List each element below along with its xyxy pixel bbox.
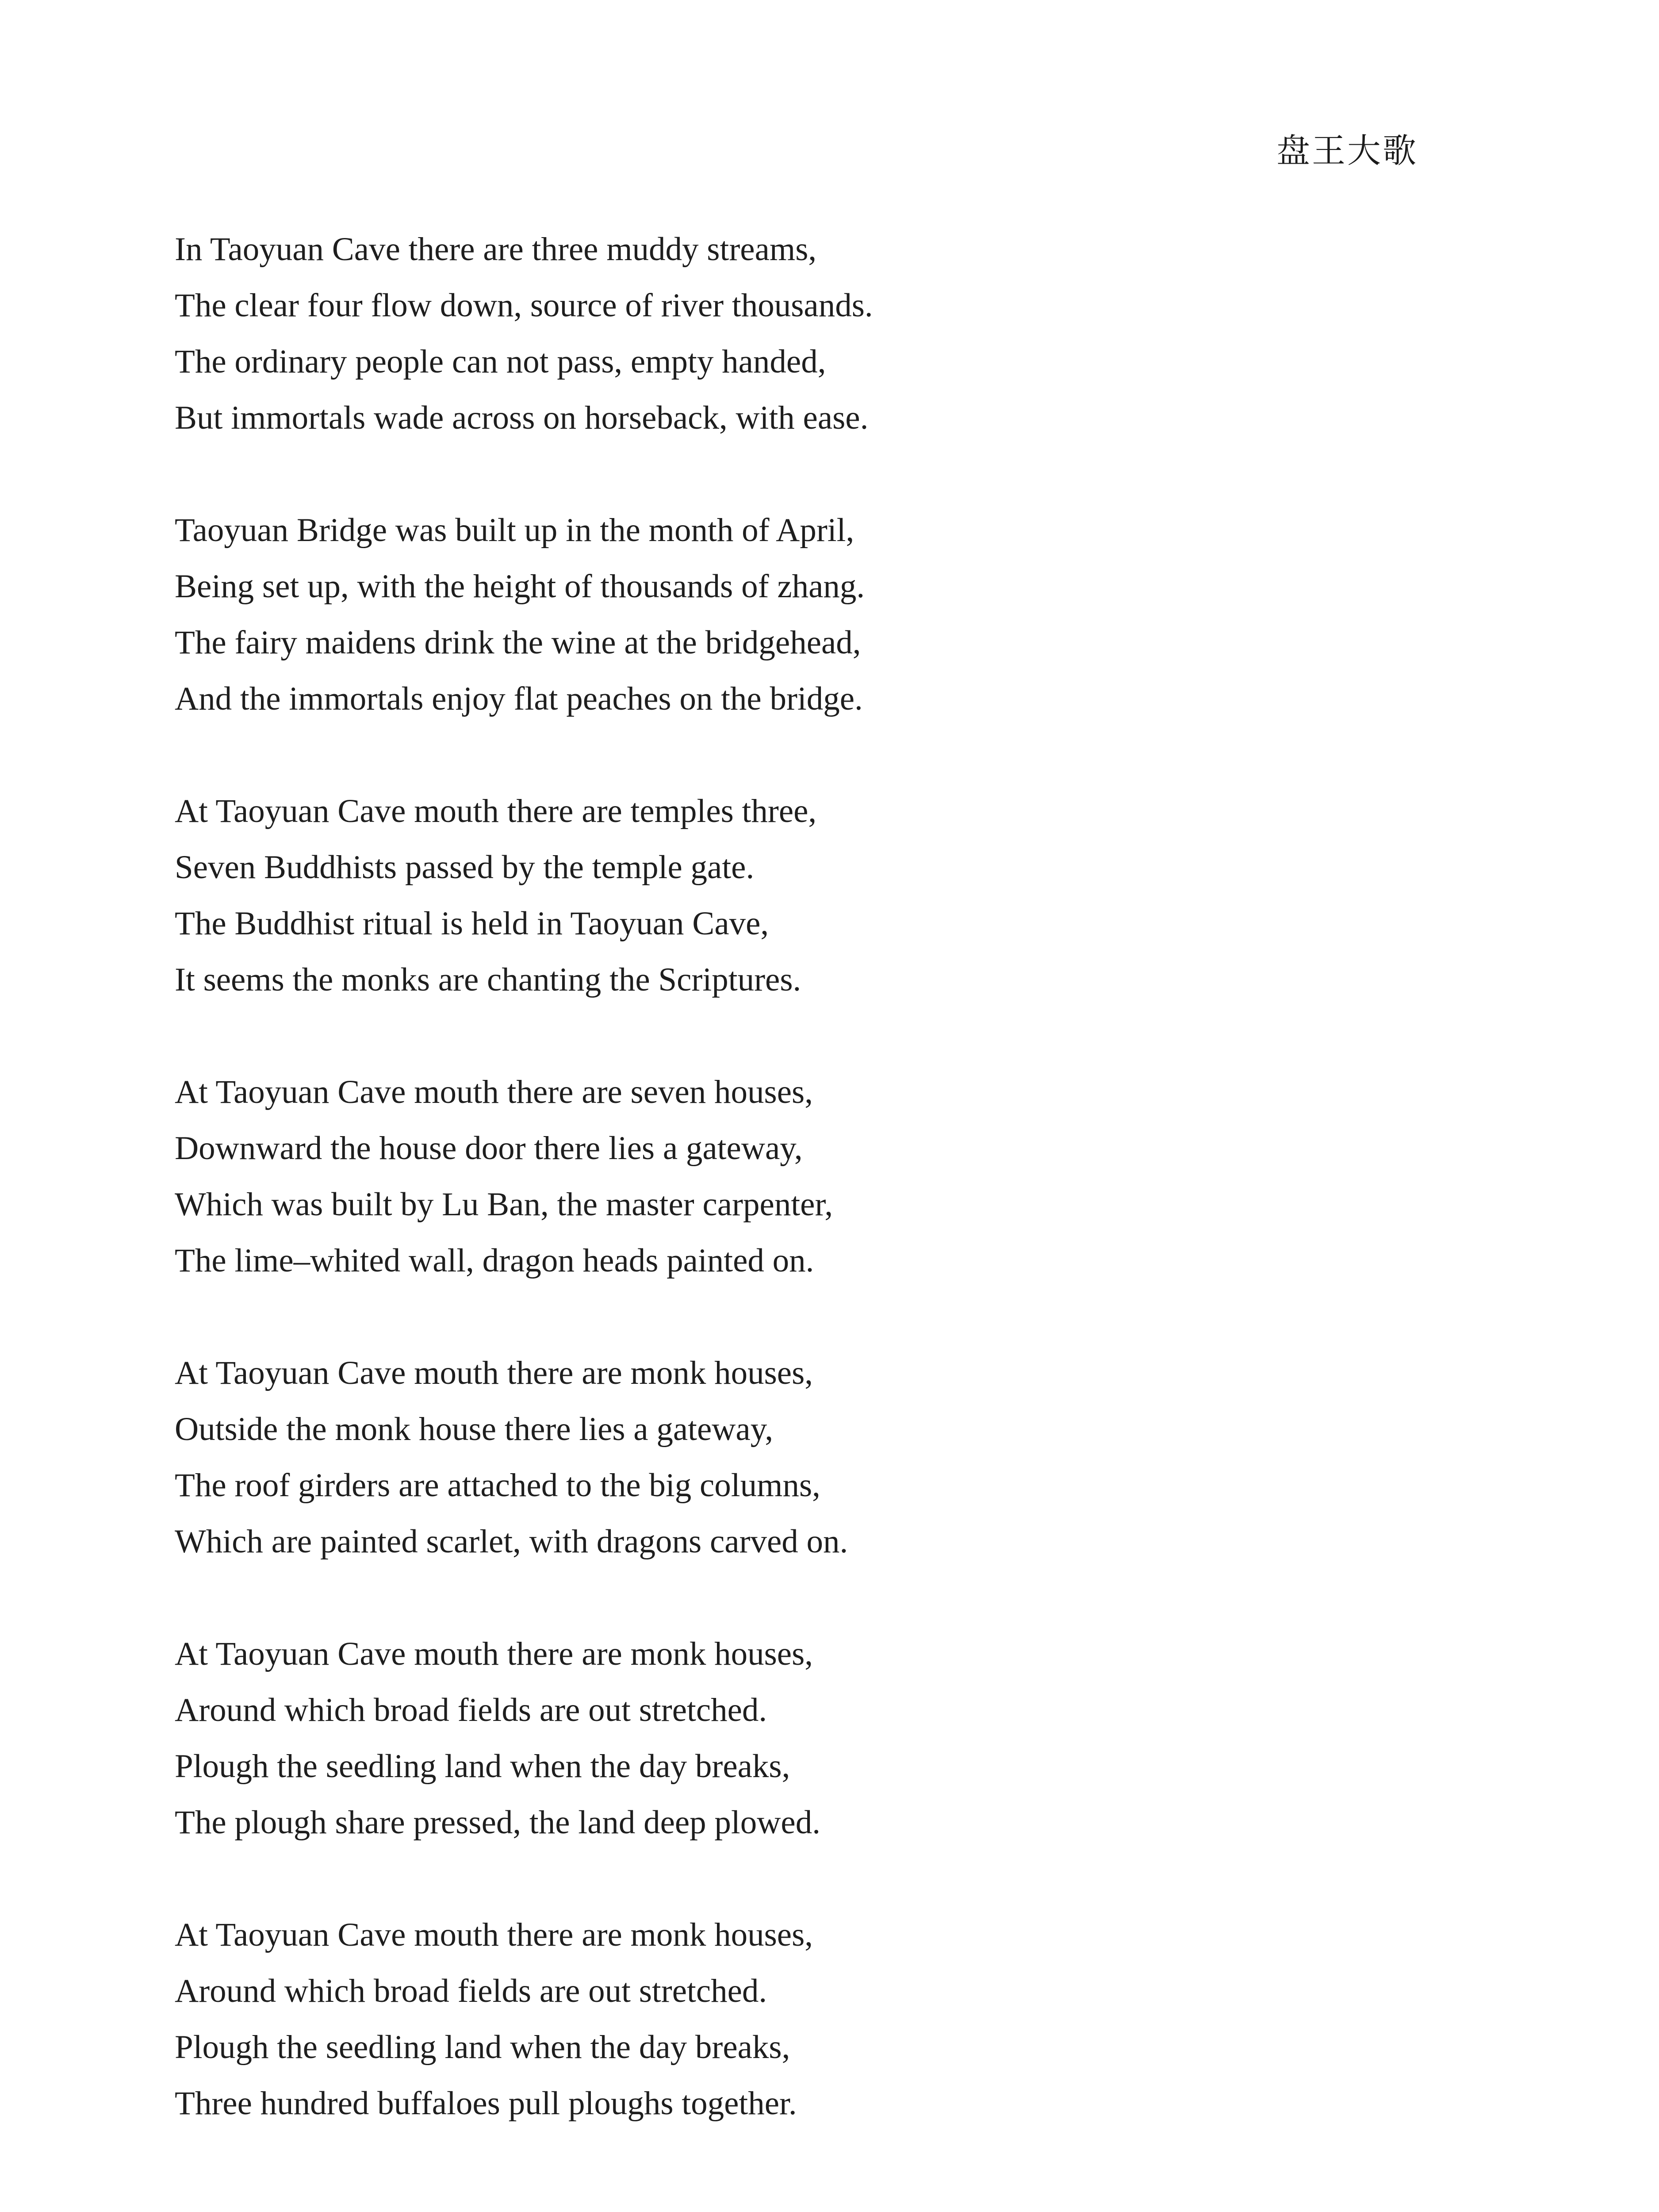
poem-line: The lime–whited wall, dragon heads painted on. — [175, 1242, 814, 1279]
poem-line: Taoyuan Bridge was built up in the month of April, — [175, 512, 854, 549]
poem-line: Downward the house door there lies a gateway, — [175, 1130, 803, 1167]
stanza — [175, 783, 1457, 1008]
poem-line: The Buddhist ritual is held in Taoyuan Cave, — [175, 905, 769, 942]
poem-line: And the immortals enjoy flat peaches on the bridge. — [175, 680, 863, 717]
poem-line: Plough the seedling land when the day breaks, — [175, 1748, 790, 1785]
stanza — [175, 1626, 1457, 1851]
poem-line: The fairy maidens drink the wine at the bridgehead, — [175, 624, 861, 661]
poem-line: Being set up, with the height of thousands of zhang. — [175, 568, 865, 605]
poem-line: It seems the monks are chanting the Scriptures. — [175, 961, 801, 998]
running-header-title: 盘王大歌 — [1276, 131, 1418, 170]
stanza — [175, 1907, 1457, 2131]
poem-line: The plough share pressed, the land deep plowed. — [175, 1804, 820, 1841]
poem-line: At Taoyuan Cave mouth there are monk houses, — [175, 1355, 813, 1391]
poem-line: The clear four flow down, source of river thousands. — [175, 287, 873, 324]
poem-line: But immortals wade across on horseback, with ease. — [175, 399, 869, 436]
poem-line: In Taoyuan Cave there are three muddy streams, — [175, 231, 817, 268]
poem-line: Outside the monk house there lies a gateway, — [175, 1411, 774, 1448]
stanza — [175, 1064, 1457, 1289]
poem-line: Seven Buddhists passed by the temple gate. — [175, 849, 755, 886]
poem-body — [175, 221, 1457, 2188]
poem-line: Plough the seedling land when the day breaks, — [175, 2029, 790, 2066]
poem-line: Three hundred buffaloes pull ploughs together. — [175, 2085, 797, 2122]
poem-line: Around which broad fields are out stretched. — [175, 1973, 767, 2009]
poem-line: The ordinary people can not pass, empty handed, — [175, 343, 826, 380]
poem-line: Around which broad fields are out stretched. — [175, 1692, 767, 1728]
poem-line: The roof girders are attached to the big columns, — [175, 1467, 820, 1504]
poem-line: At Taoyuan Cave mouth there are temples three, — [175, 793, 817, 830]
stanza — [175, 1345, 1457, 1570]
poem-line: At Taoyuan Cave mouth there are monk houses, — [175, 1916, 813, 1953]
poem-line: Which are painted scarlet, with dragons carved on. — [175, 1523, 848, 1560]
poem-line: At Taoyuan Cave mouth there are monk houses, — [175, 1636, 813, 1672]
poem-line: At Taoyuan Cave mouth there are seven houses, — [175, 1074, 813, 1110]
poem-line: Which was built by Lu Ban, the master carpenter, — [175, 1186, 833, 1223]
stanza — [175, 221, 1457, 446]
stanza — [175, 502, 1457, 727]
